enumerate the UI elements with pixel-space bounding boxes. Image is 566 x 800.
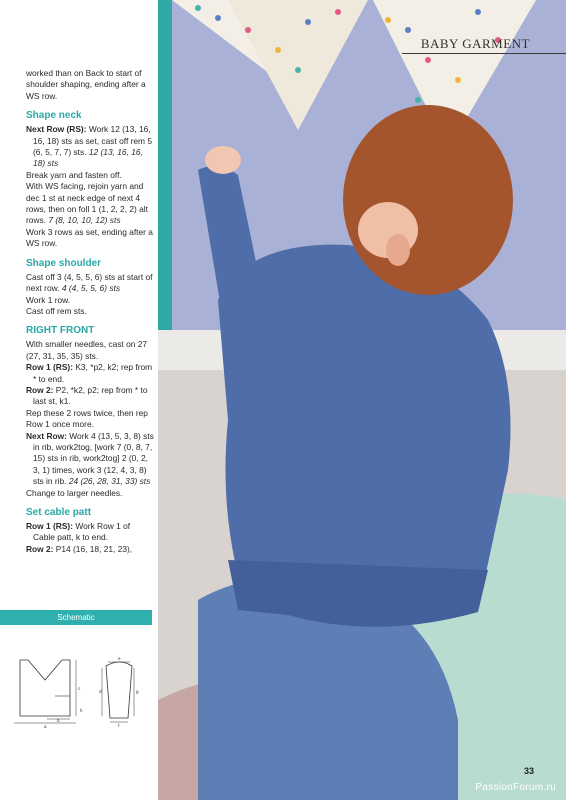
row-text: Work 12 (13, 16, 16, 18) sts as set, cast off rem 5 (6, 5, 7, 7) sts. — [33, 124, 153, 158]
cable-row-1 — [26, 521, 154, 544]
stitch-count: 24 (26, 28, 31, 33) sts — [68, 476, 151, 487]
stitch-count: 12 (13, 16, 16, 18) sts — [33, 147, 143, 169]
row-text: Work Row 1 of Cable patt, k to end. — [33, 521, 131, 543]
label-e: e — [118, 656, 121, 661]
schematic-diagram — [0, 628, 152, 728]
row-label: Row 2: — [26, 384, 54, 395]
ws-facing-text — [26, 181, 154, 227]
intro-text: worked than on Back to start of shoulder shaping, ending after a WS row. — [26, 68, 146, 101]
change-needles-text: Change to larger needles. — [26, 487, 123, 498]
cable-row-2 — [26, 544, 154, 555]
label-g: g — [136, 689, 139, 694]
pattern-text-column — [26, 68, 154, 555]
watermark: PassionForum.ru — [475, 782, 556, 793]
row-label: Next Row: — [26, 430, 67, 441]
row-text: P14 (16, 18, 21, 23), — [53, 543, 133, 554]
repeat-text: Rep these 2 rows twice, then rep Row 1 once more. — [26, 407, 148, 430]
work-3-rows-text: Work 3 rows as set, ending after a WS row. — [26, 226, 153, 249]
castoff-text: Cast off 3 (4, 5, 5, 6) sts at start of next row. — [26, 271, 153, 294]
section-header — [402, 36, 566, 58]
heading-right-front: RIGHT FRONT — [26, 325, 95, 337]
shape-neck-next-row — [26, 124, 154, 170]
row-label: Row 1 (RS): — [26, 521, 73, 531]
sleeve-outline — [106, 662, 132, 718]
stitch-count: 4 (4, 5, 5, 6) sts — [61, 283, 121, 294]
cast-off-rem-text: Cast off rem sts. — [26, 305, 87, 316]
rf-row-1 — [26, 362, 154, 385]
rf-row-2 — [26, 385, 154, 408]
row-text: Work 4 (13, 5, 3, 8) sts in rib, work2tog, [work 7 (0, 8, 7, 15) sts in rib, work2tog] 2 (0, 2, 3, 1) times, work 3 (12, 4, 3, 8) sts in rib. — [33, 430, 154, 487]
row-label: Row 1 (RS): — [26, 362, 73, 373]
photo-illustration — [158, 0, 566, 800]
label-f: f — [118, 723, 120, 728]
schematic-title: Schematic — [0, 610, 152, 625]
page-number: 33 — [523, 766, 534, 776]
work-1-row-text: Work 1 row. — [26, 294, 71, 305]
row-text: K3, *p2, k2; rep from * to end. — [33, 362, 153, 384]
label-h: h — [80, 708, 83, 713]
heading-shape-shoulder: Shape shoulder — [26, 257, 102, 269]
label-c: c — [78, 686, 81, 691]
heading-set-cable-patt: Set cable patt — [26, 507, 92, 518]
schematic-panel — [0, 610, 152, 730]
row-label: Row 2: — [26, 543, 54, 554]
cast-on-text: With smaller needles, cast on 27 (27, 31, 35, 35) sts. — [26, 339, 148, 361]
row-text: P2, *k2, p2; rep from * to last st, k1. — [33, 384, 148, 407]
body-outline — [20, 660, 70, 716]
row-label: Next Row (RS): — [26, 124, 87, 135]
cast-off-text — [26, 272, 154, 295]
baby-photo — [158, 0, 566, 800]
header-rule — [402, 53, 566, 54]
label-b: b — [57, 718, 60, 723]
label-d: d — [99, 689, 102, 694]
stitch-count: 7 (8, 10, 10, 12) sts — [48, 215, 121, 226]
rf-next-row — [26, 431, 154, 488]
heading-shape-neck: Shape neck — [26, 110, 82, 122]
ws-text: With WS facing, rejoin yarn and dec 1 st at neck edge of next 4 rows, then on foll 1 (1, 2, 2, 2) alt rows. — [26, 181, 148, 226]
break-yarn-text: Break yarn and fasten off. — [26, 169, 122, 180]
label-a: a — [44, 724, 47, 728]
section-title: BABY GARMENT — [420, 36, 530, 51]
